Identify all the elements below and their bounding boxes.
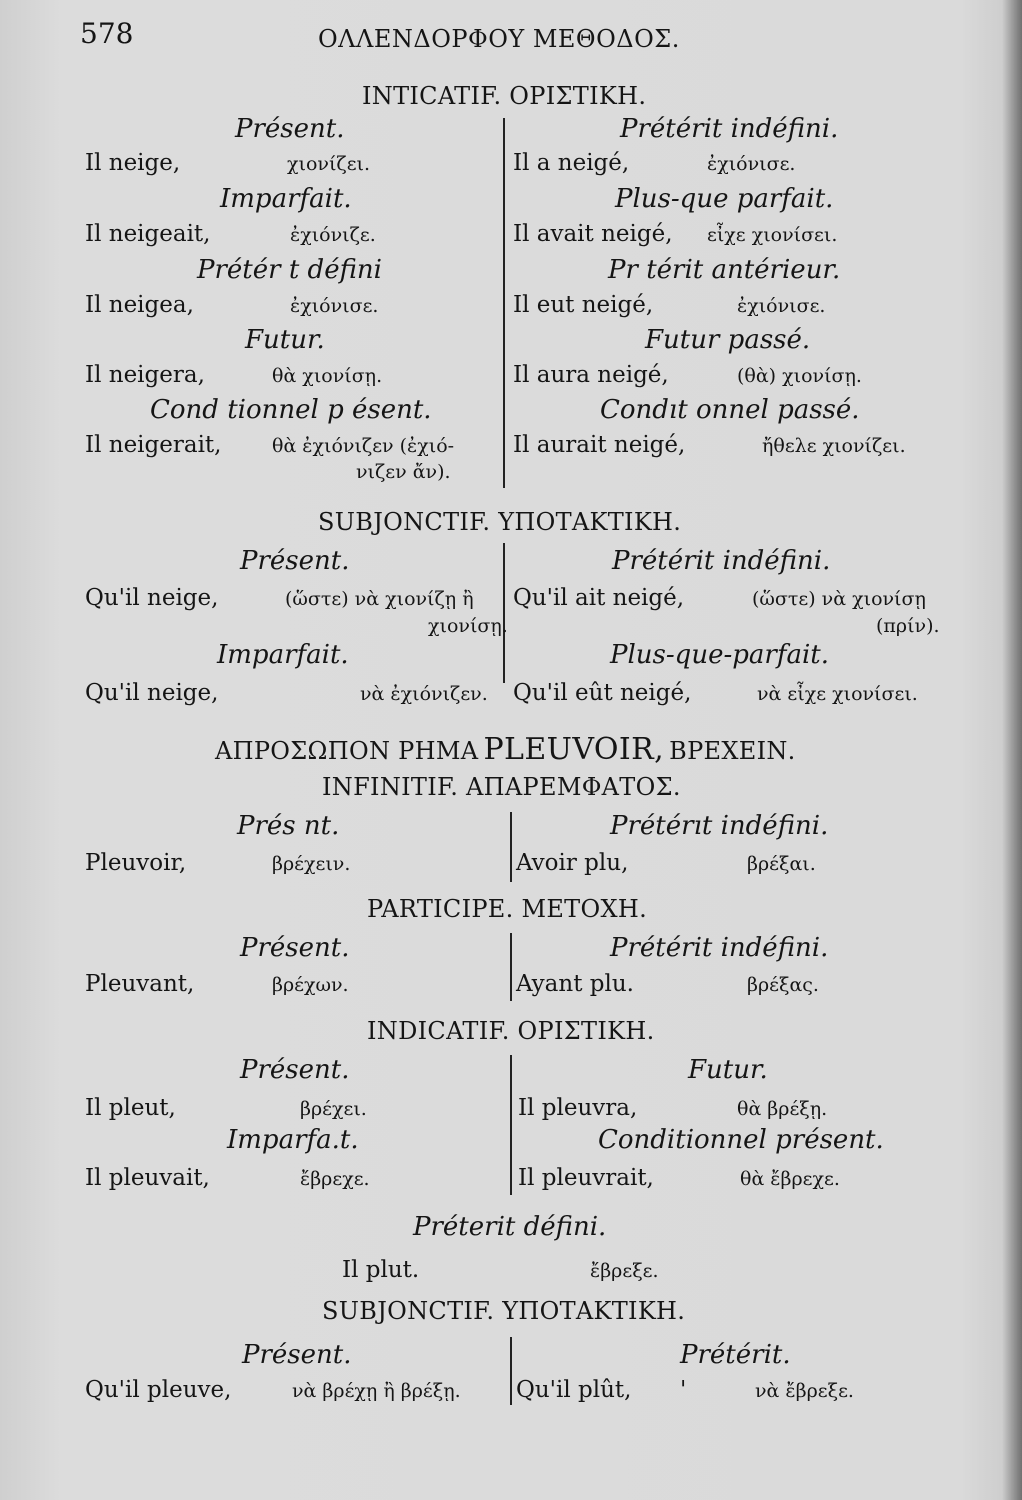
greek-form: νιζεν ἄν). xyxy=(356,461,451,483)
indicatif-heading: INDICATIF. ΟΡΙΣΤΙΚΗ. xyxy=(367,1017,655,1045)
french-form: Qu'il neige, xyxy=(85,585,219,611)
french-form: Il eut neigé, xyxy=(513,292,654,318)
column-divider xyxy=(503,543,505,683)
greek-form: ἐχιόνισε. xyxy=(707,153,796,175)
tense-label: Plus-que parfait. xyxy=(615,184,834,214)
greek-form: βρέχων. xyxy=(272,974,349,996)
french-form: Il neigeait, xyxy=(85,221,211,247)
tense-label: Pr térit antérieur. xyxy=(608,255,841,285)
french-form: Qu'il ait neigé, xyxy=(513,585,685,611)
greek-form: ἐχιόνισε. xyxy=(290,295,379,317)
greek-form: ἔβρεξε. xyxy=(590,1260,659,1282)
verb-title-greek: ΑΠΡΟΣΩΠΟΝ ΡΗΜΑ xyxy=(215,737,479,765)
greek-form: βρέχειν. xyxy=(272,853,351,875)
tense-label: Présent. xyxy=(240,546,350,576)
tense-label: Présent. xyxy=(235,114,345,144)
tense-label: Futur passé. xyxy=(645,325,811,355)
page-number: 578 xyxy=(80,17,134,50)
column-divider xyxy=(510,933,512,1001)
tense-label: Prétérit indéfini. xyxy=(620,114,839,144)
greek-form: θὰ ἐχιόνιζεν (ἐχιό- xyxy=(272,435,455,457)
greek-form: ἔβρεχε. xyxy=(300,1168,370,1190)
subjonctif-heading: SUBJONCTIF. ΥΠΟΤΑΚΤΙΚΗ. xyxy=(318,508,682,536)
column-divider xyxy=(503,118,505,488)
greek-form: θὰ χιονίσῃ. xyxy=(272,365,383,387)
french-form: Il avait neigé, xyxy=(513,221,673,247)
greek-form: νὰ εἶχε χιονίσει. xyxy=(757,683,918,705)
tense-label: Conditionnel présent. xyxy=(598,1125,884,1155)
french-form: Il neigera, xyxy=(85,362,205,388)
greek-form: νὰ ἐχιόνιζεν. xyxy=(360,683,488,705)
subjonctif-heading: SUBJONCTIF. ΥΠΟΤΑΚΤΙΚΗ. xyxy=(322,1297,686,1325)
tense-label: Futur. xyxy=(245,325,325,355)
tense-label: Prétérıt indéfini. xyxy=(610,811,829,841)
french-form: Pleuvoir, xyxy=(85,850,187,876)
stray-mark: ' xyxy=(680,1377,687,1403)
infinitif-heading: INFINITIF. ΑΠΑΡΕΜΦΑΤΟΣ. xyxy=(322,773,681,801)
french-form: Il neigerait, xyxy=(85,432,222,458)
french-form: Qu'il neige, xyxy=(85,680,219,706)
french-form: Qu'il eût neigé, xyxy=(513,680,692,706)
tense-label: Présent. xyxy=(240,1055,350,1085)
tense-label: Imparfait. xyxy=(217,640,349,670)
greek-form: (θὰ) χιονίσῃ. xyxy=(737,365,862,387)
tense-label: Prés nt. xyxy=(237,811,340,841)
french-form: Qu'il plût, xyxy=(516,1377,632,1403)
greek-form: χιονίσῃ. xyxy=(428,615,508,637)
french-form: Ayant plu. xyxy=(516,971,634,997)
verb-title-french: PLEUVOIR, xyxy=(483,732,665,767)
french-form: Il pleuvra, xyxy=(518,1095,638,1121)
french-form: Il aura neigé, xyxy=(513,362,669,388)
greek-form: ἐχιόνιζε. xyxy=(290,224,376,246)
tense-label: Présent. xyxy=(242,1340,352,1370)
greek-form: βρέξας. xyxy=(747,974,819,996)
greek-form: (ὥστε) νὰ χιονίζῃ ἢ xyxy=(285,588,474,610)
greek-form: θὰ ἔβρεχε. xyxy=(740,1168,840,1190)
greek-form: ἐχιόνισε. xyxy=(737,295,826,317)
tense-label: Prétérit indéfini. xyxy=(612,546,831,576)
participe-heading: PARTICIPE. ΜΕΤΟΧΗ. xyxy=(367,895,648,923)
french-form: Il a neigé, xyxy=(513,150,630,176)
french-form: Il pleuvrait, xyxy=(518,1165,654,1191)
verb-title-greek: ΒΡΕΧΕΙΝ. xyxy=(669,737,796,765)
french-form: Il pleuvait, xyxy=(85,1165,210,1191)
french-form: Il neigea, xyxy=(85,292,194,318)
tense-label: Condıt onnel passé. xyxy=(600,395,860,425)
tense-label: Imparfait. xyxy=(220,184,352,214)
column-divider xyxy=(510,812,512,882)
french-form: Il aurait neigé, xyxy=(513,432,686,458)
tense-label: Plus-que-parfait. xyxy=(610,640,829,670)
french-form: Avoir plu, xyxy=(516,850,629,876)
tense-label: Prétérit indéfini. xyxy=(610,933,829,963)
french-form: Il plut. xyxy=(342,1257,420,1283)
greek-form: βρέξαι. xyxy=(747,853,816,875)
tense-label: Cond tionnel p ésent. xyxy=(150,395,432,425)
greek-form: θὰ βρέξῃ. xyxy=(737,1098,828,1120)
tense-label: Futur. xyxy=(688,1055,768,1085)
greek-form: νὰ βρέχῃ ἢ βρέξῃ. xyxy=(292,1380,461,1402)
greek-form: ἤθελε χιονίζει. xyxy=(762,435,906,457)
tense-label: Prétérit. xyxy=(680,1340,791,1370)
greek-form: χιονίζει. xyxy=(287,153,371,175)
indicatif-heading: INTICATIF. ΟΡΙΣΤΙΚΗ. xyxy=(362,82,647,110)
french-form: Il pleut, xyxy=(85,1095,176,1121)
verb-title xyxy=(215,732,796,767)
greek-form: νὰ ἔβρεξε. xyxy=(755,1380,854,1402)
greek-form: (πρίν). xyxy=(876,615,940,637)
column-divider xyxy=(510,1337,512,1405)
greek-form: (ὥστε) νὰ χιονίσῃ xyxy=(752,588,926,610)
tense-label: Prétér t défini xyxy=(197,255,382,285)
tense-label: Préterit défini. xyxy=(413,1212,607,1242)
french-form: Pleuvant, xyxy=(85,971,195,997)
column-divider xyxy=(510,1055,512,1195)
greek-form: εἶχε χιονίσει. xyxy=(707,224,838,246)
tense-label: Présent. xyxy=(240,933,350,963)
french-form: Qu'il pleuve, xyxy=(85,1377,232,1403)
greek-form: βρέχει. xyxy=(300,1098,367,1120)
running-title: ΟΛΛΕΝΔΟΡΦΟΥ ΜΕΘΟΔΟΣ. xyxy=(318,25,680,53)
french-form: Il neige, xyxy=(85,150,181,176)
tense-label: Imparfa.t. xyxy=(227,1125,359,1155)
